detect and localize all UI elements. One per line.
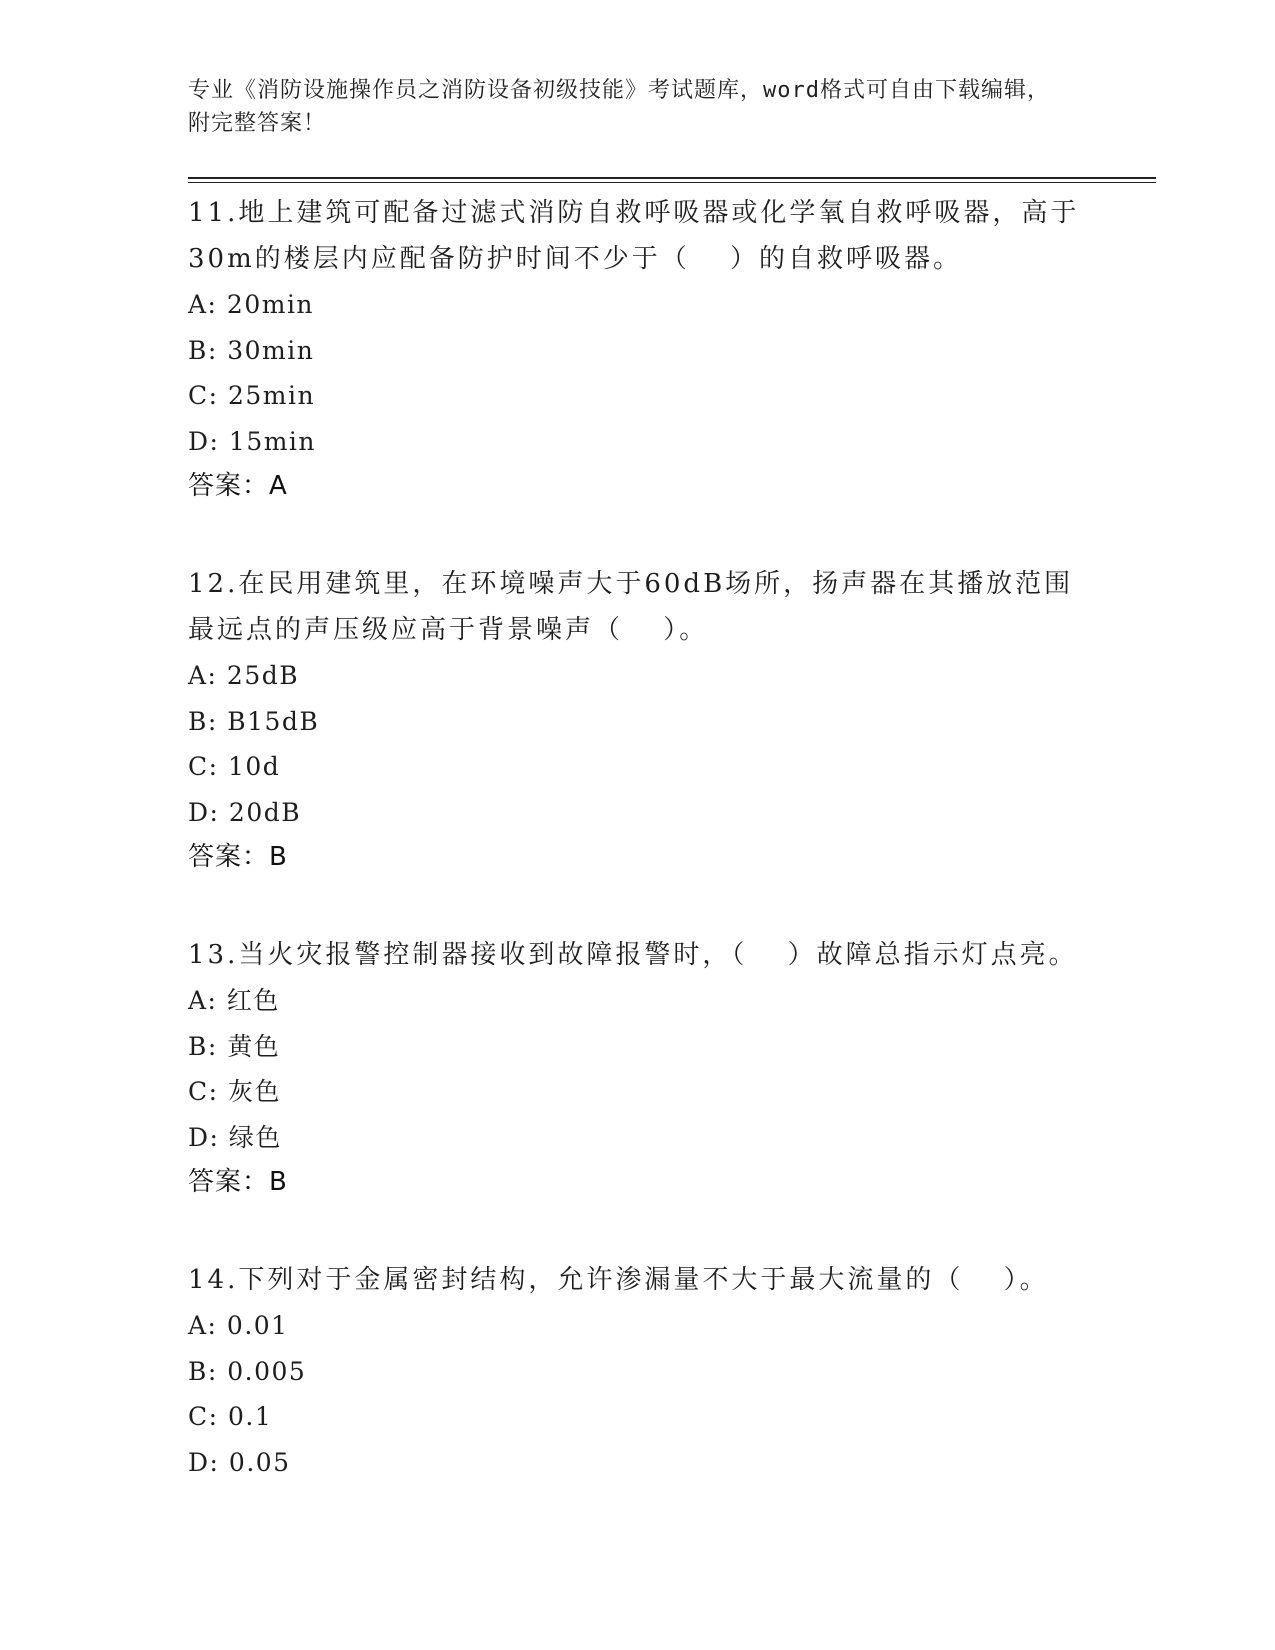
option-d: D: 绿色 [188, 1122, 282, 1152]
option-a: A: 0.01 [188, 1311, 289, 1340]
document-header: 专业《消防设施操作员之消防设备初级技能》考试题库，word格式可自由下载编辑，附完整答案！ [188, 78, 1050, 136]
option-a: A: 20min [188, 290, 315, 319]
question-block [188, 1257, 1088, 1485]
option-d: D: 15min [188, 426, 317, 456]
option-c: C: 灰色 [188, 1077, 281, 1106]
answer-text: 答案：B [188, 842, 288, 872]
option-b: B: 30min [188, 335, 315, 365]
question-text: 11.地上建筑可配备过滤式消防自救呼吸器或化学氧自救呼吸器，高于30m的楼层内应配备防护时间不少于（ ）的自救呼吸器。 [188, 198, 1080, 274]
option-a: A: 红色 [188, 986, 280, 1015]
header-divider-thin [188, 182, 1156, 183]
option-c: C: 10d [188, 752, 281, 781]
option-c: C: 25min [188, 381, 316, 410]
question-block [188, 190, 1088, 508]
option-c: C: 0.1 [188, 1402, 273, 1431]
question-spacer [188, 1204, 1088, 1257]
option-b: B: B15dB [188, 706, 320, 736]
question-text: 12.在民用建筑里，在环境噪声大于60dB场所，扬声器在其播放范围最远点的声压级应高于背景噪声（ ）。 [188, 569, 1074, 645]
option-d: D: 0.05 [188, 1447, 291, 1477]
question-spacer [188, 879, 1088, 932]
question-block [188, 561, 1088, 879]
question-text: 14.下列对于金属密封结构，允许渗漏量不大于最大流量的（ ）。 [188, 1265, 1049, 1295]
option-a: A: 25dB [188, 661, 300, 690]
answer-text: 答案：B [188, 1167, 288, 1197]
question-block [188, 932, 1088, 1204]
question-list [188, 190, 1088, 1485]
option-b: B: 0.005 [188, 1356, 307, 1386]
answer-text: 答案：A [188, 471, 288, 501]
question-spacer [188, 508, 1088, 561]
option-d: D: 20dB [188, 797, 302, 827]
question-text: 13.当火灾报警控制器接收到故障报警时，（ ）故障总指示灯点亮。 [188, 940, 1078, 970]
header-divider-thick [188, 177, 1156, 179]
option-b: B: 黄色 [188, 1031, 281, 1061]
